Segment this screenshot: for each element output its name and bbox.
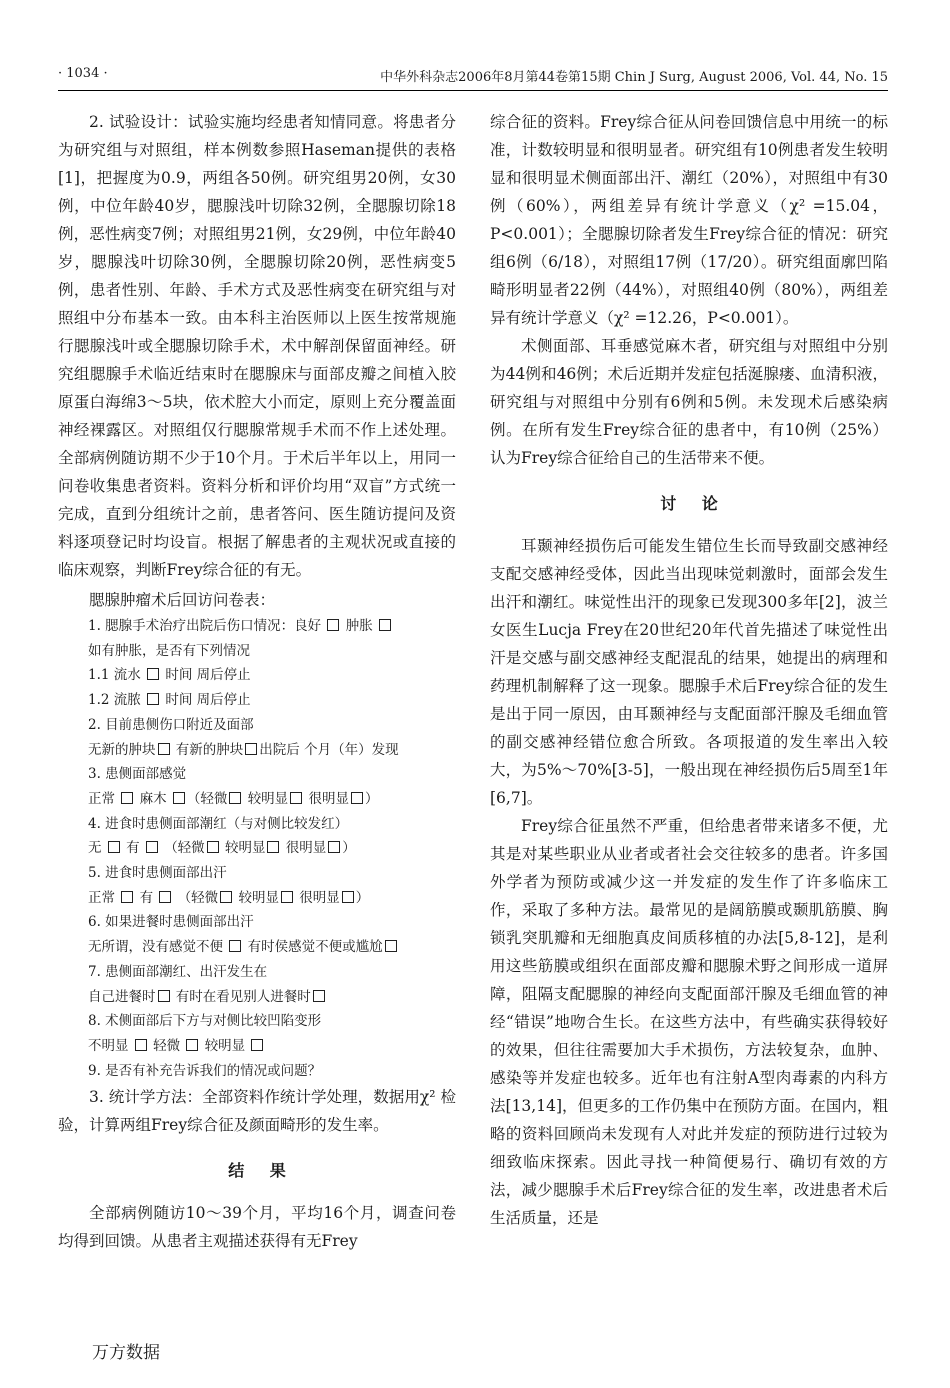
- question-1-2: 1.2 流脓 时间 周后停止: [88, 692, 251, 709]
- question-6: 6. 如果进餐时患侧面部出汗: [88, 914, 254, 931]
- question-4: 4. 进食时患侧面部潮红（与对侧比较发红）: [88, 815, 349, 832]
- question-7: 7. 患侧面部潮红、出汗发生在: [88, 963, 268, 980]
- journal-citation: 中华外科杂志2006年8月第44卷第15期 Chin J Surg, August 2006, Vol. 44, No. 15: [380, 70, 888, 85]
- checkbox: [186, 1039, 198, 1051]
- checkbox: [121, 891, 133, 903]
- questionnaire: [58, 614, 456, 1083]
- checkbox: [229, 792, 241, 804]
- checkbox: [220, 891, 232, 903]
- results-heading: 结果: [228, 1161, 312, 1181]
- question-5-options: 正常 有 （轻微 较明显 很明显 ）: [88, 889, 370, 906]
- checkbox: [251, 1039, 263, 1051]
- question-7-options: 自己进餐时 有时在看见别人进餐时: [88, 985, 456, 1010]
- question-3-options: 正常 麻木 （轻微 较明显 很明显 ）: [88, 790, 379, 807]
- questionnaire-title: 腮腺肿瘤术后回访问卷表：: [89, 591, 276, 609]
- question-1: 1. 腮腺手术治疗出院后伤口情况：良好 肿胀: [88, 614, 456, 639]
- checkbox: [342, 891, 354, 903]
- results-paragraph-1: 全部病例随访10～39个月，平均16个月，调查问卷均得到回馈。从患者主观描述获得有无Frey: [58, 1204, 456, 1251]
- running-header: [58, 64, 888, 91]
- question-8-options: 不明显 轻微 较明显: [88, 1034, 456, 1059]
- question-1-1: 1.1 流水 时间 周后停止: [88, 667, 251, 684]
- checkbox: [159, 891, 171, 903]
- checkbox: [351, 792, 363, 804]
- checkbox: [379, 619, 391, 631]
- question-9: 9. 是否有补充告诉我们的情况或问题？: [88, 1062, 322, 1079]
- discussion-paragraph-2: Frey综合征虽然不严重，但给患者带来诸多不便，尤其是对某些职业从业者或者社会交往较多的患者。许多国外学者为预防或减少这一并发症的发生作了许多临床工作，采取了多种方法。最常见的是阔筋膜或颞肌筋膜、胸锁乳突肌瓣和无细胞真皮间质移植的办法[5,8-12]，是利用这些筋膜或组织在面部皮瓣和腮腺术野之间形成一道屏障，阻隔支配腮腺的神经向支配面部汗腺及毛细血管的神经“错误”地吻合生长。在这些方法中，有些确实获得较好的效果，但往往需要加大手术损伤，方法较复杂，血肿、感染等并发症也较多。近年也有注射A型肉毒素的内科方法[13,14]，但更多的工作仍集中在预防方面。在国内，粗略的资料回顾尚未发现有人对此并发症的预防进行过较为细致临床探索。因此寻找一种简便易行、确切有效的方法，减少腮腺手术后Frey综合征的发生率，改进患者术后生活质量，还是: [490, 817, 888, 1227]
- question-1-sub: 如有肿胀，是否有下列情况: [88, 642, 250, 659]
- checkbox: [146, 841, 158, 853]
- checkbox: [267, 841, 279, 853]
- method-design-paragraph: 2. 试验设计：试验实施均经患者知情同意。将患者分为研究组与对照组，样本例数参照Haseman提供的表格[1]，把握度为0.9，两组各50例。研究组男20例，女30例，中位年龄40岁，腮腺浅叶切除32例，全腮腺切除18例，恶性病变7例；对照组男21例，女29例，中位年龄40岁，腮腺浅叶切除30例，全腮腺切除20例，恶性病变5例，患者性别、年龄、手术方式及恶性病变在研究组与对照组中分布基本一致。由本科主治医师以上医生按常规施行腮腺浅叶或全腮腺切除手术，术中解剖保留面神经。研究组腮腺手术临近结束时在腮腺床与面部皮瓣之间植入胶原蛋白海绵3～5块，依术腔大小而定，原则上充分覆盖面神经裸露区。对照组仅行腮腺常规手术而不作上述处理。全部病例随访期不少于10个月。于术后半年以上，用同一问卷收集患者资料。资料分析和评价均用“双盲”方式统一完成，直到分组统计之前，患者答问、医生随访提问及资料逐项登记时均设盲。根据了解患者的主观状况或直接的临床观察，判断Frey综合征的有无。: [58, 113, 456, 579]
- left-column: [58, 108, 456, 1255]
- checkbox: [281, 891, 293, 903]
- checkbox: [135, 1039, 147, 1051]
- checkbox: [121, 792, 133, 804]
- checkbox: [328, 841, 340, 853]
- watermark-footer: 万方数据: [92, 1343, 160, 1363]
- checkbox: [158, 743, 170, 755]
- checkbox: [207, 841, 219, 853]
- statistics-paragraph: 3. 统计学方法：全部资料作统计学处理，数据用χ² 检验，计算两组Frey综合征及颜面畸形的发生率。: [58, 1088, 456, 1135]
- checkbox: [147, 693, 159, 705]
- right-column: [490, 108, 888, 1232]
- question-4-options: 无 有 （轻微 较明显 很明显 ）: [88, 840, 356, 857]
- discussion-paragraph-1: 耳颞神经损伤后可能发生错位生长而导致副交感神经支配交感神经受体，因此当出现味觉刺激时，面部会发生出汗和潮红。味觉性出汗的现象已发现300多年[2]，波兰女医生Lucja Frey在20世纪20年代首先描述了味觉性出汗是交感与副交感神经支配混乱的结果，她提出的病理和药理机制解释了这一现象。腮腺手术后Frey综合征的发生是出于同一原因，由耳颞神经与支配面部汗腺及毛细血管的副交感神经错位愈合所致。各项报道的发生率出入较大，为5%～70%[3-5]，一般出现在神经损伤后5周至1年[6,7]。: [490, 537, 888, 807]
- results-paragraph-continued: 综合征的资料。Frey综合征从问卷回馈信息中用统一的标准，计数较明显和很明显者。研究组有10例患者发生较明显和很明显术侧面部出汗、潮红（20%），对照组中有30例（60%），两组差异有统计学意义（χ² =15.04，P<0.001）；全腮腺切除者发生Frey综合征的情况：研究组6例（6/18），对照组17例（17/20）。研究组面廓凹陷畸形明显者22例（44%），对照组40例（80%），两组差异有统计学意义（χ² =12.26，P<0.001）。: [490, 113, 888, 327]
- results-paragraph-2: 术侧面部、耳垂感觉麻木者，研究组与对照组中分别为44例和46例；术后近期并发症包括涎腺瘘、血清积液，研究组与对照组中分别有6例和5例。未发现术后感染病例。在所有发生Frey综合征的患者中，有10例（25%）认为Frey综合征给自己的生活带来不便。: [490, 337, 888, 467]
- question-8: 8. 术侧面部后下方与对侧比较凹陷变形: [88, 1013, 322, 1030]
- checkbox: [385, 940, 397, 952]
- question-5: 5. 进食时患侧面部出汗: [88, 865, 227, 882]
- checkbox: [147, 668, 159, 680]
- page-number: · 1034 ·: [58, 66, 108, 81]
- checkbox: [229, 940, 241, 952]
- checkbox: [313, 990, 325, 1002]
- question-2: 2. 目前患侧伤口附近及面部: [88, 716, 254, 733]
- checkbox: [108, 841, 120, 853]
- question-3: 3. 患侧面部感觉: [88, 766, 187, 783]
- checkbox: [158, 990, 170, 1002]
- question-6-options: 无所谓，没有感觉不便 有时侯感觉不便或尴尬: [88, 935, 456, 960]
- checkbox: [290, 792, 302, 804]
- checkbox: [173, 792, 185, 804]
- question-2-options: 无新的肿块 有新的肿块 出院后 个月（年）发现: [88, 741, 399, 758]
- discussion-heading: 讨论: [660, 494, 744, 513]
- checkbox: [327, 619, 339, 631]
- checkbox: [245, 743, 257, 755]
